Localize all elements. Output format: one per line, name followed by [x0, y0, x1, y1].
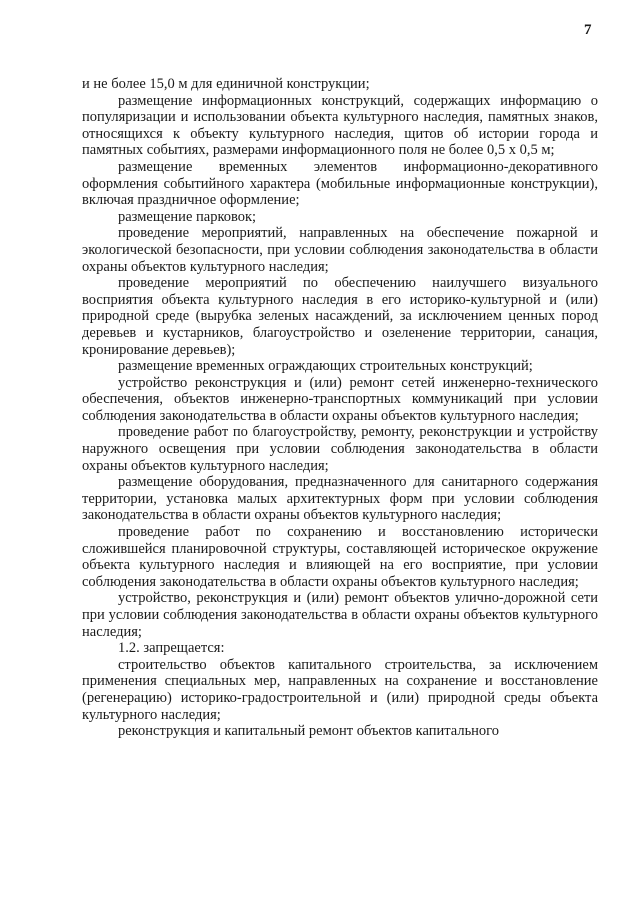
paragraph-1: и не более 15,0 м для единичной конструкции; [82, 76, 370, 92]
paragraph-15: реконструкция и капитальный ремонт объектов капитального [118, 723, 500, 740]
paragraph-5: проведение мероприятий, направленных на обеспечение пожарной и экологической безопасности, при условии соблюдения законодательства в области охраны объектов культурного наследия; [82, 225, 598, 275]
paragraph-4: размещение парковок; [118, 208, 257, 225]
paragraph-3: размещение временных элементов информационно-декоративного оформления событийного характера (мобильные информационные конструкции), включая праздничное оформление; [82, 158, 598, 209]
paragraph-2: размещение информационных конструкций, содержащих информацию о популяризации и использовании объекта культурного наследия, памятных знаков, относящихся к объекту культурного наследия, щитов об истории города и памятных событиях, размерами информационного поля не более 0,5 х 0,5 м; [82, 92, 598, 159]
document-body [82, 76, 598, 740]
paragraph-9: проведение работ по благоустройству, ремонту, реконструкции и устройству наружного освещения при условии соблюдения законодательства в области охраны объектов культурного наследия; [82, 424, 598, 474]
paragraph-14: строительство объектов капитального строительства, за исключением применения специальных мер, направленных на сохранение и восстановление (регенерацию) историко-градостроительной и (или) природной среды объекта культурного наследия; [82, 656, 598, 723]
paragraph-8: устройство реконструкция и (или) ремонт сетей инженерно-технического обеспечения, объектов инженерно-транспортных коммуникаций при условии соблюдения законодательства в области охраны объектов культурного наследия; [82, 374, 598, 424]
paragraph-12: устройство, реконструкция и (или) ремонт объектов улично-дорожной сети при условии соблюдения законодательства в области охраны объектов культурного наследия; [82, 590, 598, 640]
paragraph-6: проведение мероприятий по обеспечению наилучшего визуального восприятия объекта культурного наследия в его историко-культурной и (или) природной среде (вырубка зеленых насаждений, за исключением ценных пород деревьев и кустарников, благоустройство и озеленение территории, санация, кронирование деревьев); [82, 275, 598, 358]
paragraph-10: размещение оборудования, предназначенного для санитарного содержания территории, установка малых архитектурных форм при условии соблюдения законодательства в области охраны объектов культурного наследия; [82, 474, 598, 524]
section-heading-1-2: 1.2. запрещается: [118, 640, 225, 657]
paragraph-7: размещение временных ограждающих строительных конструкций; [118, 358, 533, 375]
paragraph-11: проведение работ по сохранению и восстановлению исторически сложившейся планировочной структуры, составляющей историческое окружение объекта культурного наследия и влияющей на его восприятие, при условии соблюдения законодательства в области охраны объектов культурного наследия; [82, 524, 598, 590]
page-number: 7 [584, 22, 592, 38]
